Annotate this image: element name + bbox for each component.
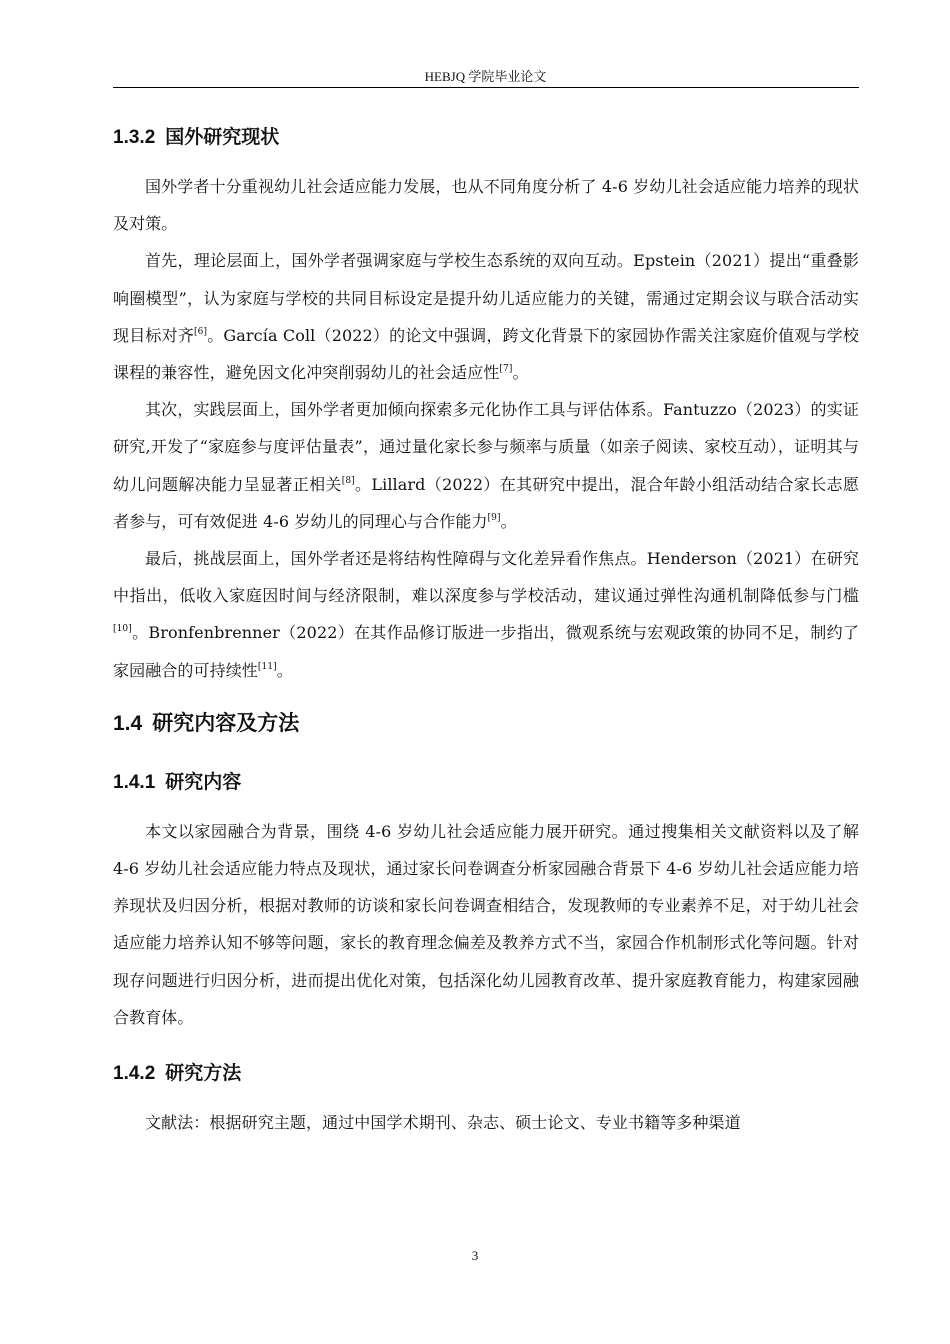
- section-heading-1-3-2: [113, 118, 859, 156]
- paragraph-text: 。Bronfenbrenner（2022）在其作品修订版进一步指出，微观系统与宏观政策的协同不足，制约了家园融合的可持续性: [113, 623, 859, 680]
- paragraph-challenge: [113, 540, 859, 689]
- section-title: 研究内容及方法: [152, 710, 300, 735]
- paragraph-research-content: 本文以家园融合为背景，围绕 4-6 岁幼儿社会适应能力展开研究。通过搜集相关文献资料以及了解 4-6 岁幼儿社会适应能力特点及现状，通过家长问卷调查分析家园融合背景下 4-6 岁幼儿社会适应能力培养现状及归因分析，根据对教师的访谈和家长问卷调查相结合，发现教师的专业素养不足，对于幼儿社会适应能力培养认知不够等问题，家长的教育理念偏差及教养方式不当，家园合作机制形式化等问题。针对现存问题进行归因分析，进而提出优化对策，包括深化幼儿园教育改革、提升家庭教育能力，构建家园融合教育体。: [113, 821, 859, 1027]
- paragraph-text: 。: [500, 511, 517, 531]
- section-number: 1.3.2: [113, 127, 156, 148]
- citation-ref: [9]: [487, 512, 501, 523]
- paragraph-text: 。García Coll（2022）的论文中强调，跨文化背景下的家园协作需关注家庭价值观与学校课程的兼容性，避免因文化冲突削弱幼儿的社会适应性: [113, 325, 859, 383]
- paragraph-practice: [113, 391, 859, 540]
- citation-ref: [10]: [113, 624, 132, 635]
- section-title: 国外研究现状: [165, 126, 280, 148]
- paragraph-text: 首先，理论层面上，国外学者强调家庭与学校生态系统的双向互动。Epstein（2021）提出“重叠影响圈模型”，认为家庭与学校的共同目标设定是提升幼儿适应能力的关键，需通过定期会议与联合活动实现目标对齐: [113, 251, 859, 345]
- section-heading-1-4-2: [113, 1054, 859, 1092]
- page-body: [113, 118, 859, 1141]
- paragraph-text: 最后，挑战层面上，国外学者还是将结构性障碍与文化差异看作焦点。Henderson（2021）在研究中指出，低收入家庭因时间与经济限制，难以深度参与学校活动，建议通过弹性沟通机制降低参与门槛: [113, 549, 859, 606]
- running-header: HEBJQ 学院毕业论文: [424, 69, 547, 84]
- paragraph-intro: 国外学者十分重视幼儿社会适应能力发展，也从不同角度分析了 4-6 岁幼儿社会适应能力培养的现状及对策。: [113, 177, 859, 234]
- header-divider: [113, 87, 859, 88]
- citation-ref: [6]: [194, 326, 208, 337]
- section-heading-1-4-1: [113, 763, 859, 801]
- section-number: 1.4.2: [113, 1063, 156, 1085]
- paragraph-text: 其次，实践层面上，国外学者更加倾向探索多元化协作工具与评估体系。Fantuzzo（2023）的实证研究,开发了“家庭参与度评估量表”，通过量化家长参与频率与质量（如亲子阅读、家校互动），证明其与幼儿问题解决能力呈显著正相关: [113, 400, 859, 494]
- paragraph-text: 。Lillard（2022）在其研究中提出，混合年龄小组活动结合家长志愿者参与，可有效促进 4-6 岁幼儿的同理心与合作能力: [113, 474, 859, 531]
- section-number: 1.4.1: [113, 771, 156, 793]
- citation-ref: [7]: [499, 364, 513, 375]
- paragraph-theory: [113, 242, 859, 391]
- page-number: 3: [471, 1248, 479, 1263]
- section-number: 1.4: [113, 711, 143, 735]
- paragraph-text: 。: [512, 363, 529, 383]
- paragraph-text: 。: [276, 660, 293, 680]
- section-heading-1-4: [113, 701, 859, 745]
- paragraph-literature-method: 文献法：根据研究主题，通过中国学术期刊、杂志、硕士论文、专业书籍等多种渠道: [145, 1113, 741, 1133]
- citation-ref: [8]: [341, 475, 355, 486]
- section-title: 研究内容: [165, 770, 242, 793]
- citation-ref: [11]: [257, 661, 277, 672]
- section-title: 研究方法: [165, 1062, 242, 1085]
